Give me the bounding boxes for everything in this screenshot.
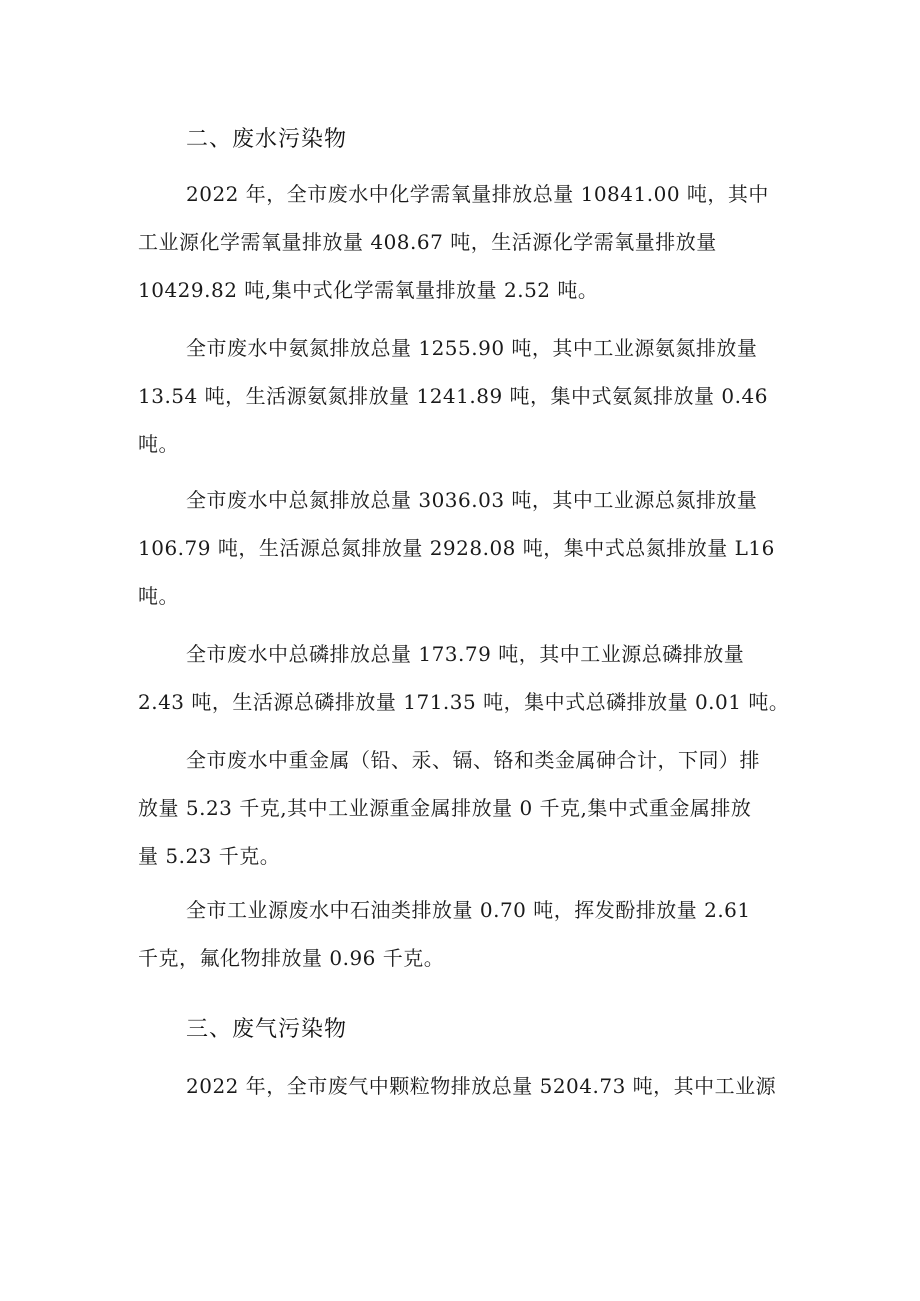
text-line: 13.54 吨，生活源氨氮排放量 1241.89 吨，集中式氨氮排放量 0.46: [138, 384, 768, 408]
text-line: 量 5.23 千克。: [138, 844, 281, 868]
text-line: 吨。: [138, 432, 179, 456]
text-line: 放量 5.23 千克,其中工业源重金属排放量 0 千克,集中式重金属排放: [138, 796, 752, 820]
text-line: 2.43 吨，生活源总磷排放量 171.35 吨，集中式总磷排放量 0.01 吨。: [138, 690, 790, 714]
text-line: 2022 年，全市废气中颗粒物排放总量 5204.73 吨，其中工业源: [186, 1074, 777, 1098]
text-line: 工业源化学需氧量排放量 408.67 吨，生活源化学需氧量排放量: [138, 230, 717, 254]
paragraph-heavy-metals: [138, 736, 798, 880]
paragraph-total-nitrogen: [138, 476, 798, 620]
paragraph-particulate-matter: [138, 1062, 798, 1110]
text-line: 106.79 吨，生活源总氮排放量 2928.08 吨，集中式总氮排放量 L16: [138, 536, 775, 560]
text-line: 2022 年，全市废水中化学需氧量排放总量 10841.00 吨，其中: [186, 182, 769, 206]
text-line: 全市废水中氨氮排放总量 1255.90 吨，其中工业源氨氮排放量: [186, 336, 758, 360]
text-line: 千克，氟化物排放量 0.96 千克。: [138, 946, 445, 970]
text-line: 10429.82 吨,集中式化学需氧量排放量 2.52 吨。: [138, 278, 599, 302]
paragraph-cod: [138, 170, 798, 314]
text-line: 全市工业源废水中石油类排放量 0.70 吨，挥发酚排放量 2.61: [186, 898, 751, 922]
section-heading-waste-gas: 三、废气污染物: [186, 1017, 348, 1042]
paragraph-total-phosphorus: [138, 630, 798, 726]
text-line: 全市废水中总磷排放总量 173.79 吨，其中工业源总磷排放量: [186, 642, 745, 666]
text-line: 全市废水中重金属（铅、汞、镉、铬和类金属砷合计，下同）排: [186, 748, 760, 772]
text-line: 全市废水中总氮排放总量 3036.03 吨，其中工业源总氮排放量: [186, 488, 758, 512]
text-line: 吨。: [138, 584, 179, 608]
paragraph-ammonia-nitrogen: [138, 324, 798, 468]
section-heading-wastewater: 二、废水污染物: [186, 127, 348, 152]
paragraph-petroleum-phenol-fluoride: [138, 886, 798, 982]
